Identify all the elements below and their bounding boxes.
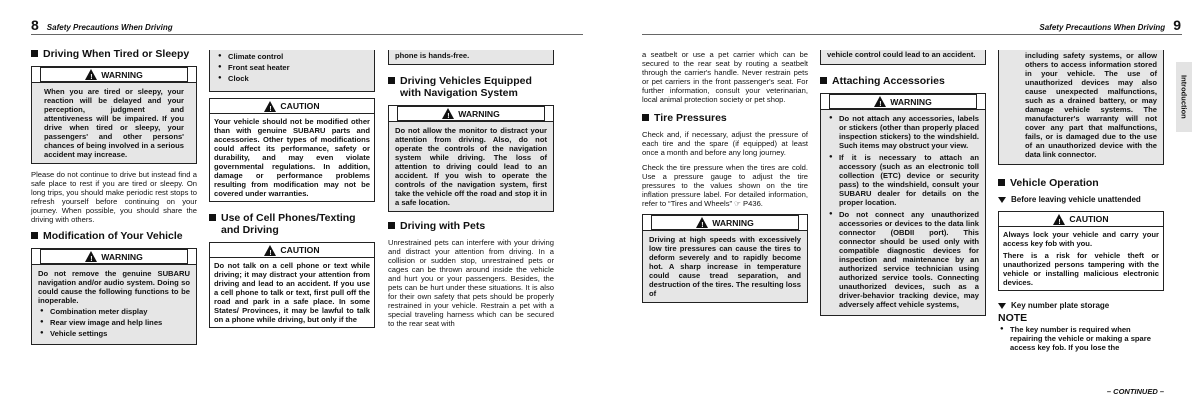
list-item: ● Clock xyxy=(216,74,368,83)
caution-header: ! CAUTION xyxy=(210,99,374,114)
warning-box xyxy=(820,93,986,316)
note-list xyxy=(998,325,1164,352)
warning-triangle-icon xyxy=(696,217,708,228)
header-title: Safety Precautions When Driving xyxy=(1039,23,1166,32)
warning-triangle-icon xyxy=(85,69,97,80)
right-column-2 xyxy=(820,50,986,322)
caution-triangle-icon xyxy=(264,101,276,112)
warning-box-continued: vehicle control could lead to an accident. xyxy=(820,50,986,65)
square-bullet-icon xyxy=(642,114,649,121)
left-column-3 xyxy=(388,50,554,334)
section-title: Tire Pressures xyxy=(642,112,808,124)
paragraph: Unrestrained pets can interfere with your driving and distract your attention from driving. In a collision or sudden stop, unrestrained pets or cages can be thrown around inside the vehicle and hurt you or your passengers. Besides, the pets can be hurt under these situations. It is also for their own safety that pets should be properly restrained in your vehicle. Restrain a pet with a special traveling harness which can be secured to the rear seat with xyxy=(388,238,554,328)
warning-triangle-icon xyxy=(874,96,886,107)
left-page-header xyxy=(31,17,381,33)
subsection-title: Before leaving vehicle unattended xyxy=(998,195,1164,205)
list-item: ● The key number is required when repairing the vehicle or making a spare access key fob. If you lose the xyxy=(998,325,1164,352)
square-bullet-icon xyxy=(31,232,38,239)
warning-header: ! WARNING xyxy=(651,215,799,230)
left-column-2 xyxy=(209,50,375,334)
caution-header: ! CAUTION xyxy=(999,212,1163,227)
list-item: ● Do not attach any accessories, labels or stickers (other than properly placed inspection stickers) to the windshield. Such items may obstruct your view. xyxy=(827,114,979,150)
list-item: ● If it is necessary to attach an accessory (such as an electronic toll collection (ETC) device or security pass) to the windshield, consult your SUBARU dealer for details on the proper location. xyxy=(827,153,979,207)
list-item: ● Rear view image and help lines xyxy=(38,318,190,327)
warning-triangle-icon xyxy=(85,251,97,262)
right-column-3 xyxy=(998,50,1164,396)
warning-body: Driving at high speeds with excessively low tire pressures can cause the tires to deform severely and to rapidly become hot. A sharp increase in temperature could cause tread separation, and destruction of the tires. The resulting loss of xyxy=(643,230,807,302)
warning-box-continued xyxy=(209,50,375,92)
warning-header: ! WARNING xyxy=(397,106,545,121)
section-title: Modification of Your Vehicle xyxy=(31,230,197,242)
section-title: Attaching Accessories xyxy=(820,75,986,87)
right-page-header xyxy=(881,17,1181,33)
section-title: Use of Cell Phones/Texting and Driving xyxy=(209,212,375,236)
warning-box-continued: phone is hands-free. xyxy=(388,50,554,65)
warning-header: ! WARNING xyxy=(40,249,188,264)
square-bullet-icon xyxy=(31,50,38,57)
note-heading: NOTE xyxy=(998,312,1028,324)
square-bullet-icon xyxy=(388,77,395,84)
section-side-tab: Introduction xyxy=(1176,62,1192,132)
caution-body: Your vehicle should not be modified other than with genuine SUBARU parts and accessories. Other types of modifications could affect its performance, safety or durability, and may even violate governmental regulations. In addition, damage or performance problems resulting from modification may not be covered under warranties. xyxy=(210,114,374,201)
caution-triangle-icon xyxy=(264,245,276,256)
warning-body: Do not remove the genuine SUBARU navigation and/or audio system. Doing so could cause the following functions to be inoperable. ● Combination meter display ● Rear view image and help lines ● Vehicle settings xyxy=(32,264,196,344)
left-page xyxy=(0,0,583,400)
warning-box xyxy=(642,214,808,303)
list-item: ● Front seat heater xyxy=(216,63,368,72)
warning-list xyxy=(216,52,368,83)
caution-box xyxy=(998,211,1164,291)
paragraph: Check and, if necessary, adjust the pressure of each tire and the spare (if equipped) at least once a month and before any long journey. xyxy=(642,130,808,157)
warning-box-continued: including safety systems, or allow others to access information stored in your vehicle. The use of unauthorized devices may also cause unexpected malfunctions, such as a drained battery, or may damage vehicle systems. The manufacturer's warranty will not cover any part that malfunctions, fails, or is damaged due to the use of an unauthorized device with the data link connector. xyxy=(998,50,1164,165)
header-rule xyxy=(31,34,583,35)
warning-triangle-icon xyxy=(442,108,454,119)
paragraph: Check the tire pressure when the tires are cold. Use a pressure gauge to adjust the tire pressures to the values shown on the tire inflation pressure label. For detailed information, refer to “Tires and Wheels” ☞ P436. xyxy=(642,163,808,208)
left-column-1 xyxy=(31,44,197,351)
warning-box xyxy=(388,105,554,212)
square-bullet-icon xyxy=(209,214,216,221)
warning-body xyxy=(821,109,985,315)
list-item: ● Combination meter display xyxy=(38,307,190,316)
right-column-1 xyxy=(642,50,808,309)
section-title: Driving When Tired or Sleepy xyxy=(31,48,197,60)
warning-header: ! WARNING xyxy=(40,67,188,82)
header-rule xyxy=(642,34,1182,35)
warning-list xyxy=(827,114,979,309)
square-bullet-icon xyxy=(820,77,827,84)
list-item: ● Climate control xyxy=(216,52,368,61)
section-title: Driving with Pets xyxy=(388,220,554,232)
header-title: Safety Precautions When Driving xyxy=(46,23,173,32)
caution-body: Always lock your vehicle and carry your access key fob with you. There is a risk for vehicle theft or unauthorized persons tampering with the vehicle or installing malicious electronic devices. xyxy=(999,227,1163,290)
page-number: 9 xyxy=(1173,17,1181,33)
page-number: 8 xyxy=(31,17,39,33)
triangle-marker-icon xyxy=(998,303,1006,309)
paragraph: a seatbelt or use a pet carrier which can be secured to the rear seat by routing a seatbelt through the carrier's handle. Never restrain pets or pet carriers in the front passenger's seat. For further information, consult your veterinarian, local animal protection society or pet shop. xyxy=(642,50,808,104)
warning-box xyxy=(31,66,197,164)
warning-box xyxy=(31,248,197,345)
triangle-marker-icon xyxy=(998,197,1006,203)
subsection-title: Key number plate storage xyxy=(998,301,1164,311)
section-title: Driving Vehicles Equipped with Navigation System xyxy=(388,75,554,99)
warning-header: ! WARNING xyxy=(829,94,977,109)
continued-label: – CONTINUED – xyxy=(1106,387,1164,396)
square-bullet-icon xyxy=(388,222,395,229)
caution-box xyxy=(209,98,375,202)
square-bullet-icon xyxy=(998,179,1005,186)
caution-body: Do not talk on a cell phone or text while driving; it may distract your attention from driving and lead to an accident. If you use a cell phone to talk or text, first pull off the road and park in a safe place. In some States/ Provinces, it may be lawful to talk on a phone while driving, but only if the xyxy=(210,258,374,327)
right-page xyxy=(612,0,1194,400)
caution-header: ! CAUTION xyxy=(210,243,374,258)
paragraph: Please do not continue to drive but instead find a safe place to rest if you are tired or sleepy. On long trips, you should make periodic rest stops to refresh yourself before continuing on your journey. When possible, you should share the driving with others. xyxy=(31,170,197,224)
list-item: ● Do not connect any unauthorized accessories or devices to the data link connector (OBDII port). This connector should be used only with compatible diagnostic devices for inspection and maintenance by an authorized service technician using authorized service tools. Connecting unauthorized devices, such as a driver-behavior tracking device, may adversely affect vehicle systems, xyxy=(827,210,979,309)
section-title: Vehicle Operation xyxy=(998,177,1164,189)
warning-body: Do not allow the monitor to distract your attention from driving. Also, do not operate the controls of the navigation system while driving. The loss of attention to driving could lead to an accident. If you wish to operate the controls of the navigation system, first take the vehicle off the road and stop it in a safe location. xyxy=(389,121,553,211)
warning-list xyxy=(38,307,190,338)
list-item: ● Vehicle settings xyxy=(38,329,190,338)
caution-box xyxy=(209,242,375,328)
warning-body: When you are tired or sleepy, your reaction will be delayed and your perception, judgment and attentiveness will be impaired. If you drive when tired or sleepy, your passengers' and other persons' chances of being involved in a serious accident may increase. xyxy=(32,82,196,163)
caution-triangle-icon xyxy=(1053,214,1065,225)
